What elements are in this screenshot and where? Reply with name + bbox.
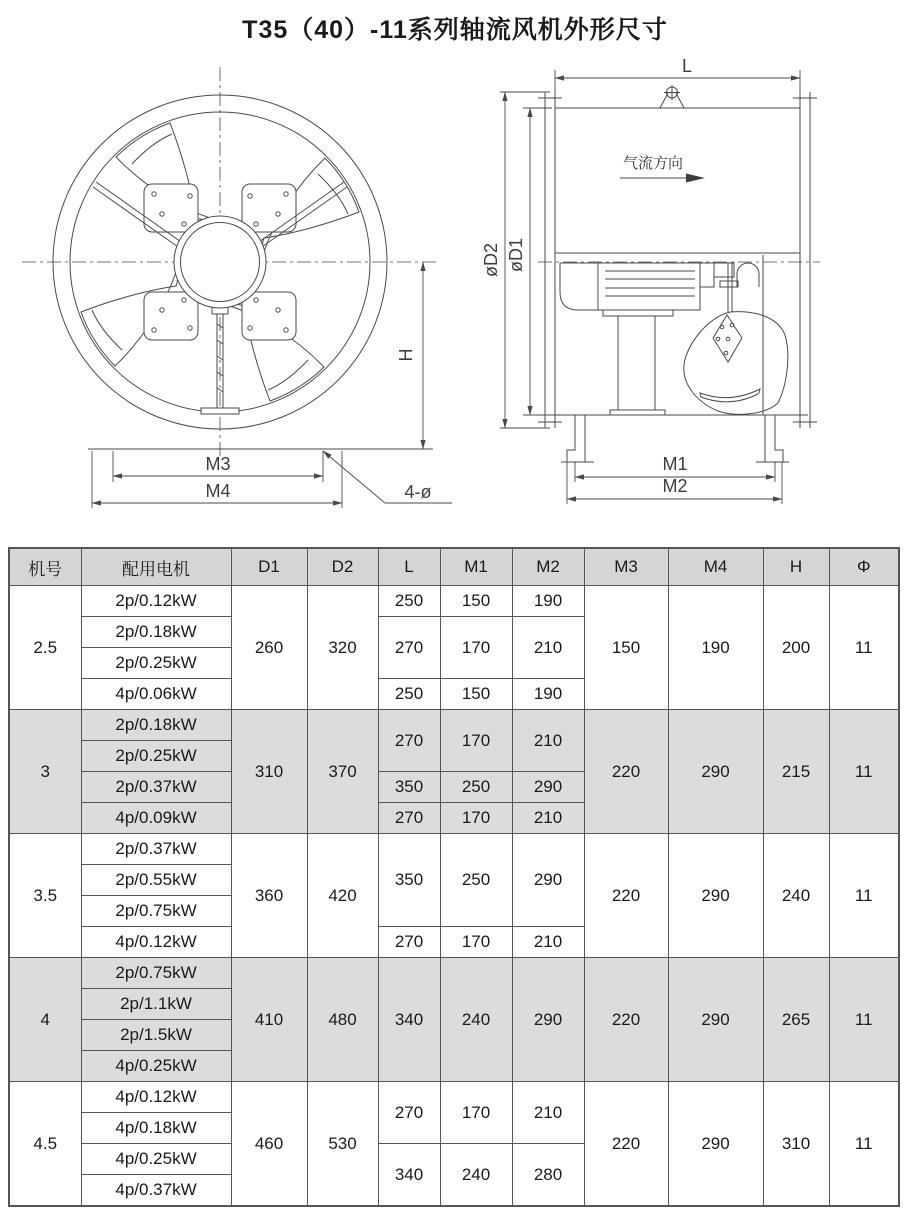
cell-m2: 210	[512, 710, 584, 772]
cell-m4: 290	[668, 958, 763, 1082]
cell-d1: 310	[231, 710, 307, 834]
cell-m1: 170	[440, 1082, 512, 1144]
dim-label-m1: M1	[662, 454, 688, 474]
column-header-10: Φ	[829, 548, 899, 586]
cell-l: 270	[378, 803, 440, 834]
cell-motor: 2p/0.25kW	[81, 648, 231, 679]
cell-m2: 190	[512, 586, 584, 617]
cell-m4: 290	[668, 710, 763, 834]
cell-m3: 220	[584, 1082, 668, 1207]
cell-motor: 4p/0.25kW	[81, 1051, 231, 1082]
cell-motor: 4p/0.06kW	[81, 679, 231, 710]
side-view-dimensions	[481, 56, 800, 504]
cell-motor: 4p/0.37kW	[81, 1175, 231, 1207]
cell-m3: 150	[584, 586, 668, 710]
cell-m1: 240	[440, 958, 512, 1082]
cell-model: 4	[9, 958, 81, 1082]
cell-l: 350	[378, 772, 440, 803]
cell-l: 270	[378, 710, 440, 772]
cell-l: 340	[378, 1144, 440, 1207]
cell-m1: 150	[440, 586, 512, 617]
cell-motor: 2p/1.1kW	[81, 989, 231, 1020]
cell-d2: 370	[307, 710, 378, 834]
cell-m1: 250	[440, 772, 512, 803]
cell-l: 340	[378, 958, 440, 1082]
dim-label-d2: øD2	[481, 242, 501, 278]
cell-model: 2.5	[9, 586, 81, 710]
dim-label-l: L	[681, 56, 693, 76]
cell-motor: 2p/0.18kW	[81, 710, 231, 741]
cell-model: 3	[9, 710, 81, 834]
cell-motor: 2p/0.55kW	[81, 865, 231, 896]
cell-l: 270	[378, 927, 440, 958]
cell-m2: 210	[512, 617, 584, 679]
table-row	[9, 958, 899, 989]
cell-m1: 240	[440, 1144, 512, 1207]
cell-h: 200	[763, 586, 829, 710]
cell-m2: 190	[512, 679, 584, 710]
dimensions-table	[8, 547, 900, 1207]
cell-motor: 4p/0.09kW	[81, 803, 231, 834]
cell-d2: 530	[307, 1082, 378, 1207]
cell-h: 310	[763, 1082, 829, 1207]
fan-hub	[174, 216, 266, 308]
column-header-9: H	[763, 548, 829, 586]
impeller-blade-side	[684, 312, 788, 415]
cell-d1: 460	[231, 1082, 307, 1207]
cell-phi: 11	[829, 834, 899, 958]
cell-l: 270	[378, 1082, 440, 1144]
lifting-lug	[660, 85, 684, 108]
cell-m2: 290	[512, 834, 584, 927]
cell-phi: 11	[829, 710, 899, 834]
cell-motor: 4p/0.12kW	[81, 927, 231, 958]
cell-motor: 2p/0.18kW	[81, 617, 231, 648]
cell-model: 4.5	[9, 1082, 81, 1207]
cell-m1: 170	[440, 927, 512, 958]
cell-motor: 2p/0.75kW	[81, 958, 231, 989]
cell-d2: 420	[307, 834, 378, 958]
dim-label-h: H	[396, 348, 416, 362]
cell-m2: 290	[512, 772, 584, 803]
dim-label-m4: M4	[205, 481, 231, 501]
cell-m2: 210	[512, 927, 584, 958]
cell-h: 240	[763, 834, 829, 958]
dim-label-m2: M2	[662, 476, 688, 496]
column-header-2: D1	[231, 548, 307, 586]
cell-motor: 4p/0.18kW	[81, 1113, 231, 1144]
page-title: T35（40）-11系列轴流风机外形尺寸	[242, 16, 668, 44]
cell-m4: 290	[668, 834, 763, 958]
airflow-direction	[620, 155, 705, 183]
cell-motor: 4p/0.12kW	[81, 1082, 231, 1113]
column-header-3: D2	[307, 548, 378, 586]
dim-label-holes: 4-ø	[404, 482, 432, 502]
cell-m1: 170	[440, 803, 512, 834]
table-row	[9, 834, 899, 865]
side-view-drawing	[460, 55, 910, 545]
cell-model: 3.5	[9, 834, 81, 958]
cell-m4: 290	[668, 1082, 763, 1207]
cell-motor: 2p/0.25kW	[81, 741, 231, 772]
cell-h: 215	[763, 710, 829, 834]
cell-phi: 11	[829, 958, 899, 1082]
cell-l: 270	[378, 617, 440, 679]
cell-motor: 2p/0.75kW	[81, 896, 231, 927]
cell-m2: 280	[512, 1144, 584, 1207]
cell-m1: 150	[440, 679, 512, 710]
cell-h: 265	[763, 958, 829, 1082]
motor-pedestal	[603, 310, 673, 415]
cell-d1: 360	[231, 834, 307, 958]
mounting-plate	[144, 184, 198, 232]
column-header-6: M2	[512, 548, 584, 586]
cell-motor: 2p/0.37kW	[81, 834, 231, 865]
table-body	[9, 586, 899, 1207]
cell-l: 250	[378, 679, 440, 710]
cell-l: 250	[378, 586, 440, 617]
cell-m2: 290	[512, 958, 584, 1082]
cell-m2: 210	[512, 1082, 584, 1144]
motor-assembly	[560, 263, 759, 312]
table-row	[9, 710, 899, 741]
cell-motor: 2p/1.5kW	[81, 1020, 231, 1051]
cell-motor: 4p/0.25kW	[81, 1144, 231, 1175]
column-header-5: M1	[440, 548, 512, 586]
cell-phi: 11	[829, 586, 899, 710]
cell-motor: 2p/0.12kW	[81, 586, 231, 617]
cell-d1: 410	[231, 958, 307, 1082]
front-view-drawing	[0, 55, 460, 545]
cell-phi: 11	[829, 1082, 899, 1207]
cell-m4: 190	[668, 586, 763, 710]
technical-drawings	[0, 55, 910, 545]
cell-m1: 170	[440, 617, 512, 679]
cell-motor: 2p/0.37kW	[81, 772, 231, 803]
airflow-label: 气流方向	[622, 155, 684, 172]
cell-m3: 220	[584, 958, 668, 1082]
cell-d1: 260	[231, 586, 307, 710]
cell-d2: 480	[307, 958, 378, 1082]
cell-m2: 210	[512, 803, 584, 834]
column-header-0: 机号	[9, 548, 81, 586]
dim-label-m3: M3	[205, 454, 231, 474]
cell-m3: 220	[584, 710, 668, 834]
table-row	[9, 586, 899, 617]
fan-casing	[538, 92, 820, 428]
table-header-row	[9, 548, 899, 586]
table-row	[9, 1082, 899, 1113]
airflow-arrow	[686, 174, 705, 183]
cell-d2: 320	[307, 586, 378, 710]
cell-m1: 250	[440, 834, 512, 927]
cell-l: 350	[378, 834, 440, 927]
column-header-4: L	[378, 548, 440, 586]
cell-m1: 170	[440, 710, 512, 772]
dim-label-d1: øD1	[506, 237, 526, 273]
column-header-8: M4	[668, 548, 763, 586]
column-header-1: 配用电机	[81, 548, 231, 586]
column-header-7: M3	[584, 548, 668, 586]
cell-m3: 220	[584, 834, 668, 958]
